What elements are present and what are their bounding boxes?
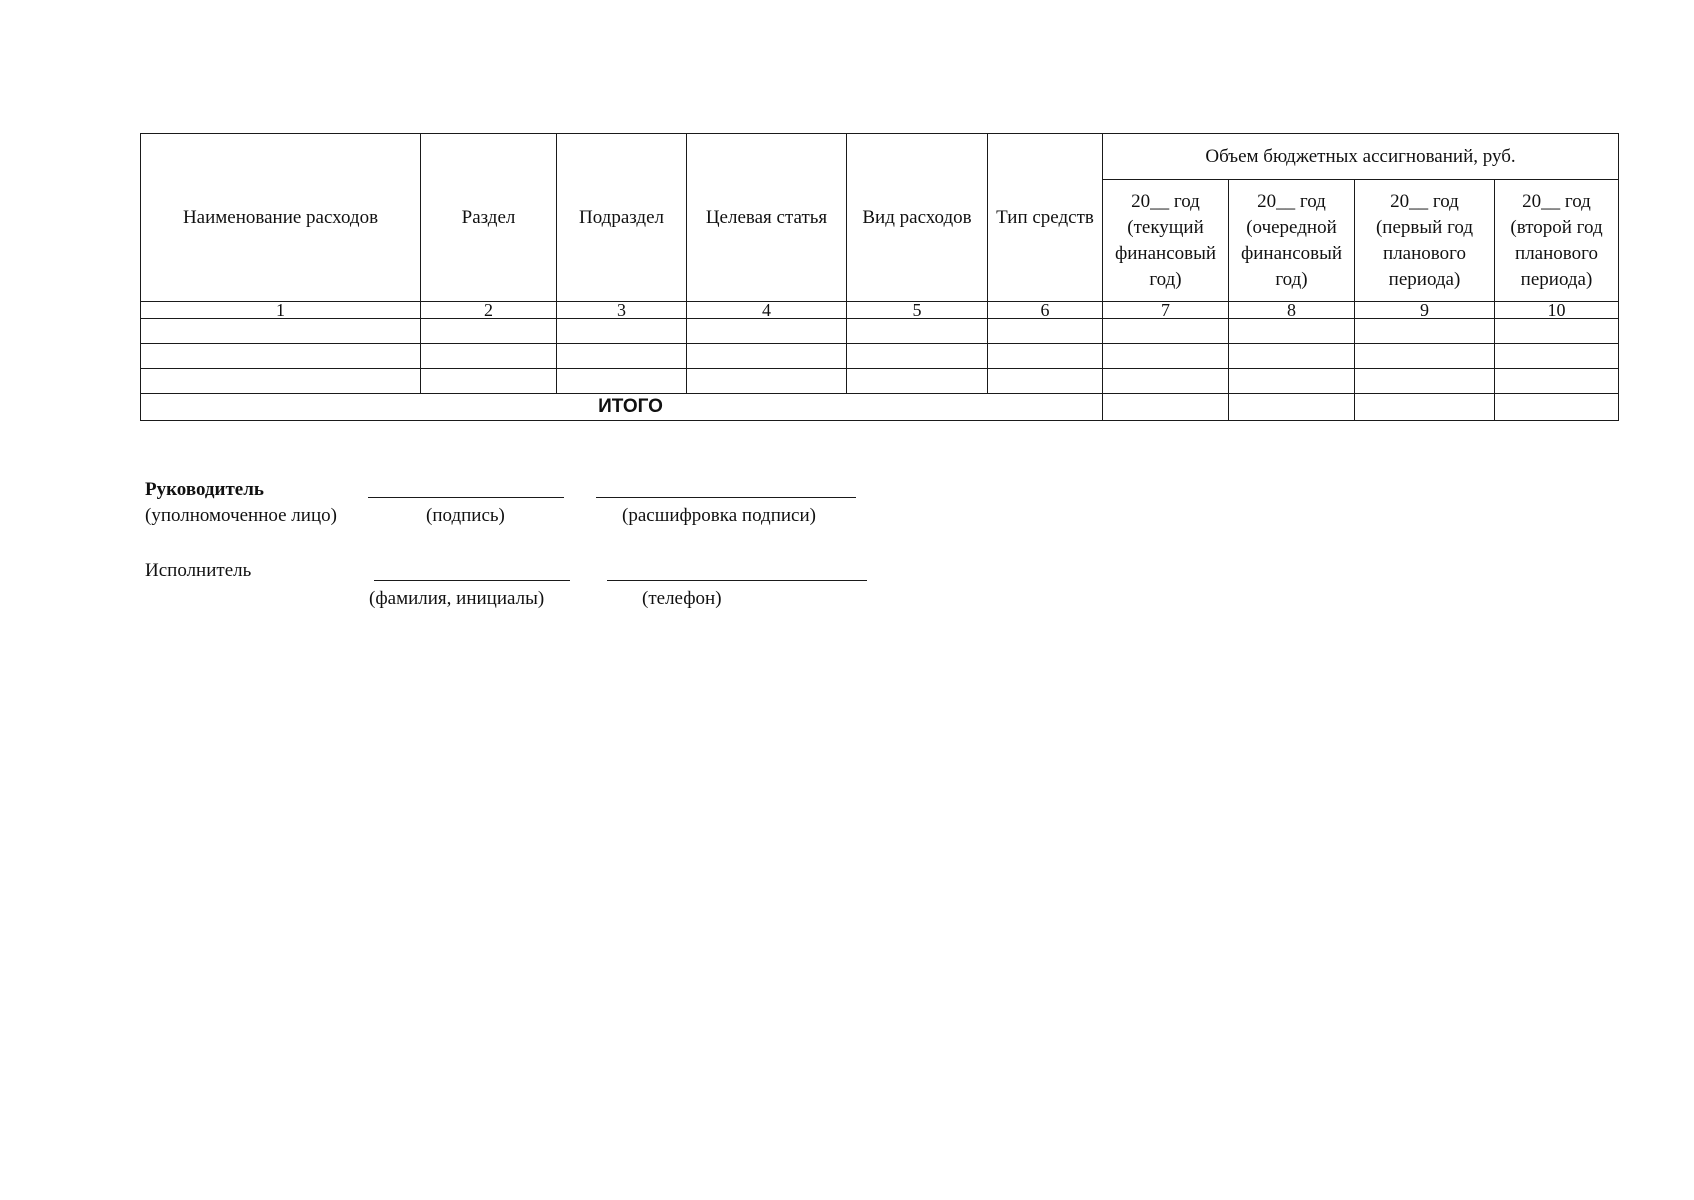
table-cell — [1495, 369, 1619, 394]
column-number: 8 — [1229, 302, 1355, 319]
executor-phone-caption: (телефон) — [642, 588, 722, 609]
table-cell — [1355, 344, 1495, 369]
total-cell — [1229, 394, 1355, 421]
table-cell — [421, 319, 557, 344]
column-header-name: Наименование расходов — [141, 134, 421, 302]
column-number: 3 — [557, 302, 687, 319]
column-header-first-plan-year: 20__ год (первый год планового периода) — [1355, 180, 1495, 302]
column-header-funds-type: Тип средств — [988, 134, 1103, 302]
signature-caption: (подпись) — [426, 505, 505, 526]
table-cell — [1495, 319, 1619, 344]
column-number: 10 — [1495, 302, 1619, 319]
head-title: Руководитель — [145, 479, 264, 500]
column-numbers-row — [141, 302, 1619, 319]
table-cell — [141, 319, 421, 344]
table-cell — [557, 369, 687, 394]
table-cell — [687, 344, 847, 369]
table-cell — [988, 344, 1103, 369]
table-cell — [141, 369, 421, 394]
table-row — [141, 369, 1619, 394]
signature-decoding-line — [596, 497, 856, 498]
column-header-expense-type: Вид расходов — [847, 134, 988, 302]
signature-decoding-caption: (расшифровка подписи) — [622, 505, 816, 526]
table-cell — [847, 369, 988, 394]
column-header-next-year: 20__ год (очередной финансовый год) — [1229, 180, 1355, 302]
table-cell — [1355, 319, 1495, 344]
table-cell — [1229, 344, 1355, 369]
table-row — [141, 344, 1619, 369]
table-row — [141, 319, 1619, 344]
table-cell — [1103, 344, 1229, 369]
column-number: 4 — [687, 302, 847, 319]
column-header-current-year: 20__ год (текущий финансовый год) — [1103, 180, 1229, 302]
column-number: 2 — [421, 302, 557, 319]
table-cell — [1495, 344, 1619, 369]
column-number: 6 — [988, 302, 1103, 319]
executor-name-caption: (фамилия, инициалы) — [369, 588, 545, 609]
column-number: 1 — [141, 302, 421, 319]
column-number: 9 — [1355, 302, 1495, 319]
total-row — [141, 394, 1619, 421]
column-header-section: Раздел — [421, 134, 557, 302]
column-header-target-article: Целевая статья — [687, 134, 847, 302]
total-cell — [1495, 394, 1619, 421]
table-cell — [421, 369, 557, 394]
total-cell — [1103, 394, 1229, 421]
column-header-budget-volume: Объем бюджетных ассигнований, руб. — [1103, 134, 1619, 180]
total-cell — [1355, 394, 1495, 421]
executor-name-line — [374, 580, 570, 581]
total-label: ИТОГО — [141, 394, 1103, 421]
table-cell — [141, 344, 421, 369]
column-header-second-plan-year: 20__ год (второй год планового периода) — [1495, 180, 1619, 302]
column-number: 7 — [1103, 302, 1229, 319]
table-cell — [1103, 369, 1229, 394]
executor-phone-line — [607, 580, 867, 581]
table-cell — [557, 319, 687, 344]
column-header-subsection: Подраздел — [557, 134, 687, 302]
table-cell — [1229, 369, 1355, 394]
table-cell — [687, 319, 847, 344]
table-cell — [421, 344, 557, 369]
budget-table — [140, 133, 1619, 421]
head-subtitle: (уполномоченное лицо) — [145, 505, 337, 526]
table-cell — [687, 369, 847, 394]
table-cell — [988, 369, 1103, 394]
table-cell — [988, 319, 1103, 344]
table-cell — [1103, 319, 1229, 344]
executor-title: Исполнитель — [145, 560, 252, 581]
table-cell — [557, 344, 687, 369]
column-number: 5 — [847, 302, 988, 319]
table-cell — [847, 319, 988, 344]
table-cell — [847, 344, 988, 369]
table-cell — [1229, 319, 1355, 344]
table-cell — [1355, 369, 1495, 394]
signature-line — [368, 497, 564, 498]
